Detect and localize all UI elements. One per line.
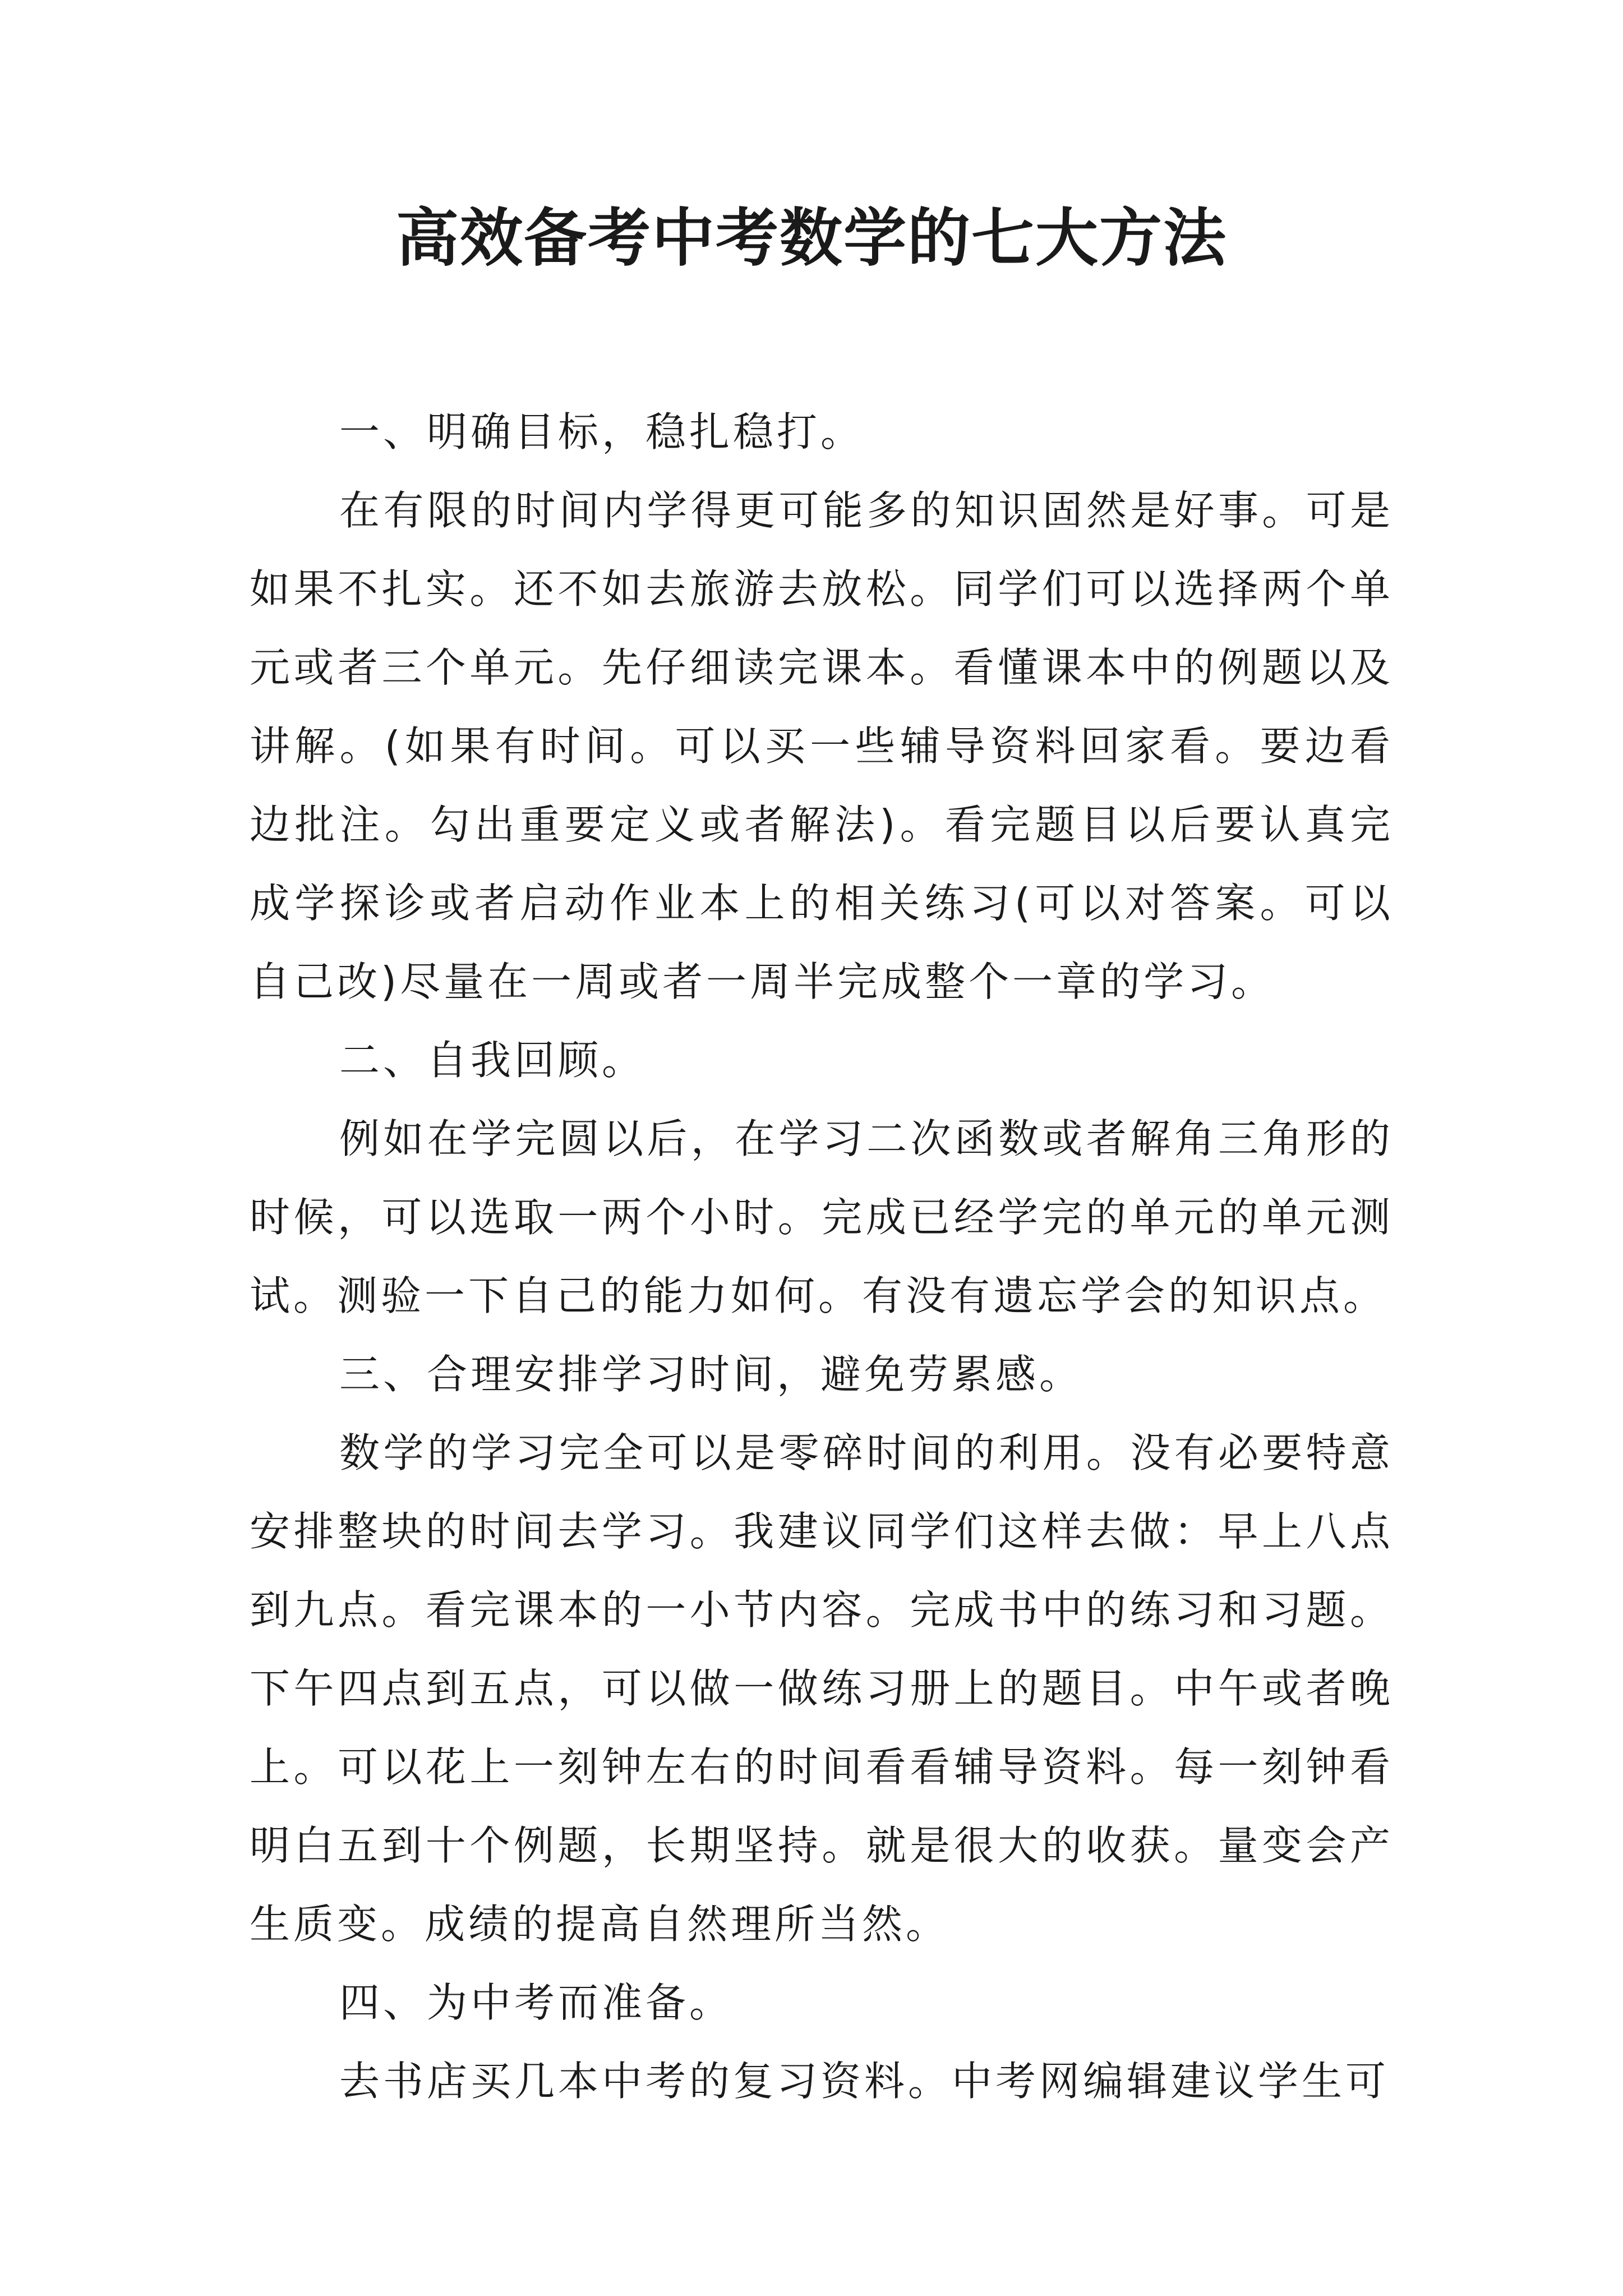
section-heading-2: 二、自我回顾。 [339,1037,646,1084]
section-heading-3: 三、合理安排学习时间，避免劳累感。 [339,1351,1083,1398]
section-heading-4: 四、为中考而准备。 [339,1979,734,2026]
section-text-4: 去书店买几本中考的复习资料。中考网编辑建议学生可 [339,2058,1390,2105]
section-text-2: 例如在学完圆以后，在学习二次函数或者解角三角形的时候，可以选取一两个小时。完成已经学完的单元的单元测试。测验一下自己的能力如何。有没有遗忘学会的知识点。 [250,1115,1394,1319]
section-text-1: 在有限的时间内学得更可能多的知识固然是好事。可是如果不扎实。还不如去旅游去放松。同学们可以选择两个单元或者三个单元。先仔细读完课本。看懂课本中的例题以及讲解。(如果有时间。可以买一些辅导资料回家看。要边看边批注。勾出重要定义或者解法)。看完题目以后要认真完成学探诊或者启动作业本上的相关练习(可以对答案。可以自己改)尽量在一周或者一周半完成整个一章的学习。 [250,487,1394,1005]
section-heading-1: 一、明确目标，稳扎稳打。 [339,408,865,455]
document-title: 高效备考中考数学的七大方法 [396,201,1227,275]
section-text-3: 数学的学习完全可以是零碎时间的利用。没有必要特意安排整块的时间去学习。我建议同学们这样去做：早上八点到九点。看完课本的一小节内容。完成书中的练习和习题。下午四点到五点，可以做一做练习册上的题目。中午或者晚上。可以花上一刻钟左右的时间看看辅导资料。每一刻钟看明白五到十个例题，长期坚持。就是很大的收获。量变会产生质变。成绩的提高自然理所当然。 [250,1429,1394,1948]
document-body [250,393,1394,2120]
